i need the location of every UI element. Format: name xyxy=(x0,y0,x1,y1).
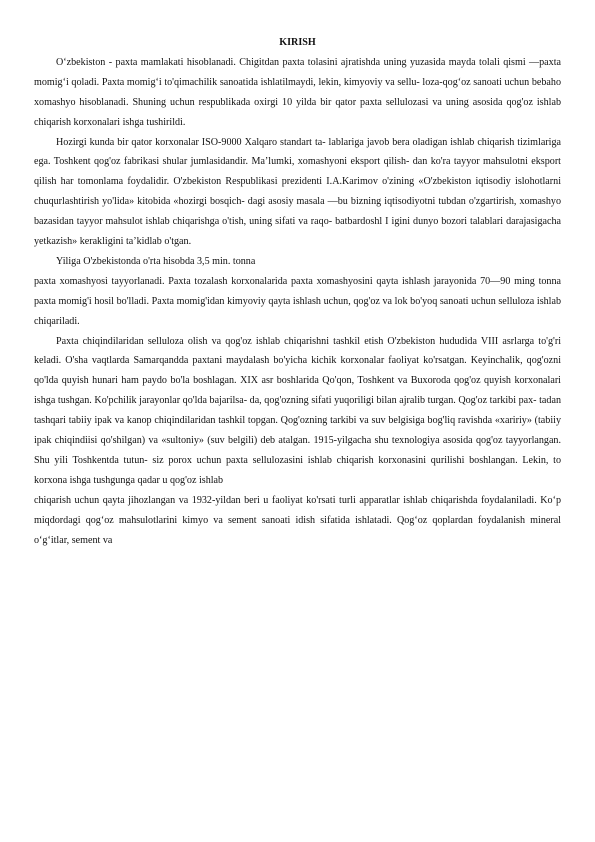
document-body xyxy=(34,33,561,551)
paragraph-3: Yiliga O'zbekistonda o'rta hisobda 3,5 min. tonna xyxy=(56,255,256,267)
paragraph-2: Hozirgi kunda bir qator korxonalar ISO-9000 Xalqaro standart ta- lablariga javob bera oladigan ishlab chiqarish tizimlariga ega. Toshkent qog'oz fabrikasi shular jumlasidandir. Ma’lumki, xomashyoni eksport qilish- dan ko'ra tayyor mahsulotni eksport qilish har tomonlama foydalidir. O'zbekiston Respublikasi prezidenti I.A.Karimov o'zining «O'zbekiston iqtisodiy islohotlarni chuqurlashtirish yo'lida» kitobida «hozirgi bosqich- dagi asosiy masala —bu bizning iqtisodiyotni tubdan o'zgartirish, xomashyo bazasidan tayyor mahsulot ishlab chiqarishga o'tish, uning sifati va raqo- batbardoshl I igini dunyo bozori talablari darajasigacha yetkazish» kerakligini ta’kidlab o'tgan. xyxy=(34,136,561,248)
paragraph-6: chiqarish uchun qayta jihozlangan va 1932-yildan beri u faoliyat ko'rsati turli apparatlar ishlab chiqarishda foydalaniladi. Ko‘p miqdordagi qog‘oz mahsulotlarini kimyo va sement sanoati idish sifatida ishlatadi. Qog‘oz qoplardan foydalanish mineral o‘g‘itlar, sement va xyxy=(34,494,561,546)
paragraph-4: paxta xomashyosi tayyorlanadi. Paxta tozalash korxonalarida paxta xomashyosini qayta ishlash jarayonida 70—90 ming tonna paxta momig'i hosil bo'lladi. Paxta momig'idan kimyoviy qayta ishlash uchun, qog'oz va lok bo'yoq sanoati uchun selluloza ishlab chiqariladi. xyxy=(34,275,561,327)
document-title: KIRISH xyxy=(279,37,316,48)
paragraph-5: Paxta chiqindilaridan selluloza olish va qog'oz ishlab chiqarishni tashkil etish O'zbekiston hududida VIII asrlarga to'g'ri keladi. O'sha vaqtlarda Samarqandda paxtani maydalash bo'yicha kichik korxonalar faoliyat ko'rsatgan. Keyinchalik, qog'ozni qo'lda quyish hunari ham paydo bo'la boshlagan. XIX asr boshlarida Qo'qon, Toshkent va Buxoroda qog'oz quyish korxonalari ishga tushgan. Ko'pchilik jarayonlar qo'lda bajarilsa- da, qog'ozning sifati yuqoriligi bilan ajralib turgan. Qog'oz tarkibi pax- tadan tashqari tabiiy ipak va kanop chiqindilaridan tashkil topgan. Qog'ozning tarkibi va suv belgisiga bog'liq ravishda «xaririy» (tabiiy ipak chiqindiisi qo'shilgan) va «sultoniy» (suv belgili) deb atalgan. 1915-yilgacha shu texnologiya asosida qog'oz tayyorlangan. Shu yili Toshkentda tutun- siz porox uchun paxta sellulozasini ishlab chiqarish korxonasini qurilishi boshlangan. Lekin, to korxona ishga tushgunga qadar u qog'oz ishlab xyxy=(34,335,561,486)
paragraph-1: O‘zbekiston - paxta mamlakati hisoblanadi. Chigitdan paxta tolasini ajratishda uning yuzasida mayda tolali qismi —paxta momig‘i qoladi. Paxta momig‘i to'qimachilik sanoatida ishlatilmaydi, lekin, kimyoviy va sellu- loza-qog‘oz sanoati uchun bebaho xomashyo hisoblanadi. Shuning uchun respublikada oxirgi 10 yilda bir qator paxta sellulozasi va uning asosida qog'oz ishlab chiqarish korxonalari ishga tushirildi. xyxy=(34,56,561,128)
